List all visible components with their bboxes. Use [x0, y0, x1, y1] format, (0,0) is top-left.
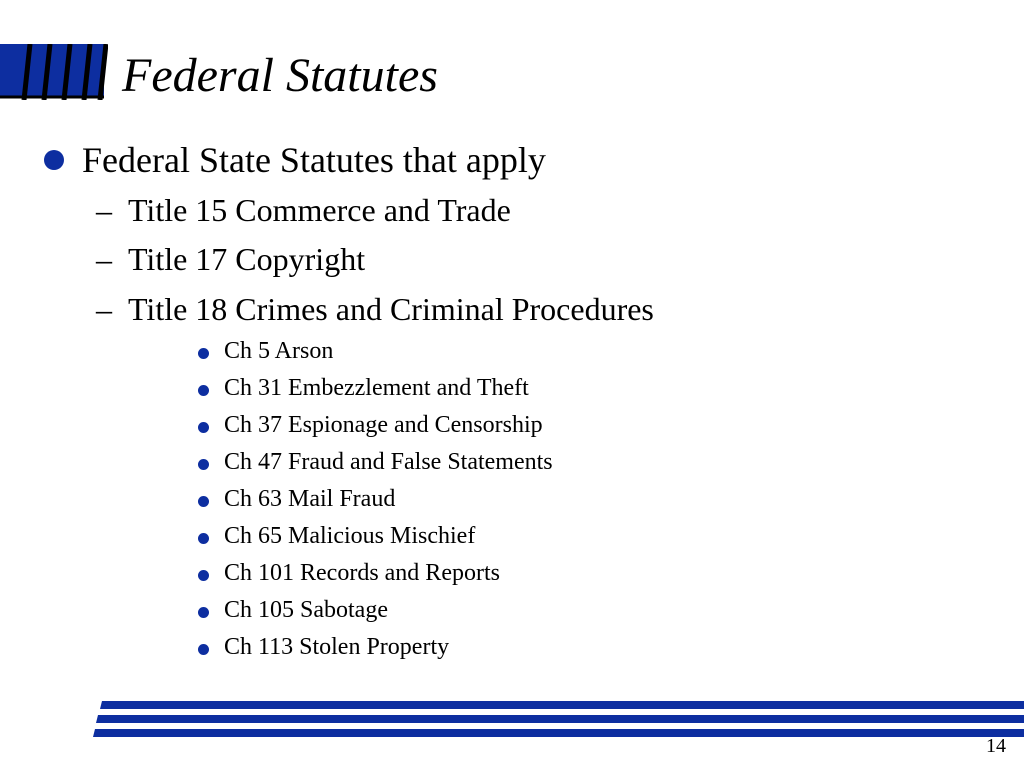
- page-number: 14: [986, 735, 1006, 757]
- chapter-text: Ch 65 Malicious Mischief: [224, 523, 476, 549]
- sub-bullet-text: Title 15 Commerce and Trade: [128, 192, 511, 228]
- chapter-text: Ch 37 Espionage and Censorship: [224, 412, 543, 438]
- sub-bullet-title-18: [96, 289, 654, 329]
- chapter-text: Ch 101 Records and Reports: [224, 560, 500, 586]
- bullet-dot-icon: [198, 348, 209, 359]
- chapter-item: [198, 595, 388, 625]
- chapter-item: [198, 632, 449, 662]
- sub-bullet-title-17: [96, 239, 365, 279]
- chapter-text: Ch 105 Sabotage: [224, 597, 388, 623]
- chapter-text: Ch 47 Fraud and False Statements: [224, 449, 553, 475]
- chapter-text: Ch 31 Embezzlement and Theft: [224, 375, 529, 401]
- bullet-dot-icon: [198, 422, 209, 433]
- bullet-dot-icon: [198, 607, 209, 618]
- dash-icon: –: [96, 241, 112, 277]
- chapter-text: Ch 113 Stolen Property: [224, 634, 450, 660]
- bullet-dot-icon: [198, 644, 209, 655]
- dash-icon: –: [96, 192, 112, 228]
- chapter-item: [198, 336, 333, 366]
- sub-bullet-text: Title 18 Crimes and Criminal Procedures: [128, 291, 654, 327]
- bullet-dot-icon: [198, 385, 209, 396]
- chapter-item: [198, 410, 543, 440]
- chapter-item: [198, 373, 529, 403]
- main-bullet: [44, 138, 546, 182]
- sub-bullet-title-15: [96, 190, 511, 230]
- chapter-item: [198, 521, 475, 551]
- bullet-dot-icon: [198, 496, 209, 507]
- sub-bullet-text: Title 17 Copyright: [128, 241, 366, 277]
- slide-title: Federal Statutes: [122, 49, 438, 102]
- chapter-text: Ch 5 Arson: [224, 338, 334, 364]
- title-logo-icon: [0, 44, 108, 100]
- main-bullet-text: Federal State Statutes that apply: [82, 140, 546, 180]
- bullet-dot-icon: [198, 570, 209, 581]
- bullet-dot-icon: [198, 533, 209, 544]
- chapter-text: Ch 63 Mail Fraud: [224, 486, 396, 512]
- chapter-item: [198, 558, 500, 588]
- bullet-dot-icon: [198, 459, 209, 470]
- chapter-item: [198, 484, 395, 514]
- bullet-dot-icon: [44, 150, 64, 170]
- chapter-item: [198, 447, 553, 477]
- footer-stripes: [0, 698, 1024, 740]
- dash-icon: –: [96, 291, 112, 327]
